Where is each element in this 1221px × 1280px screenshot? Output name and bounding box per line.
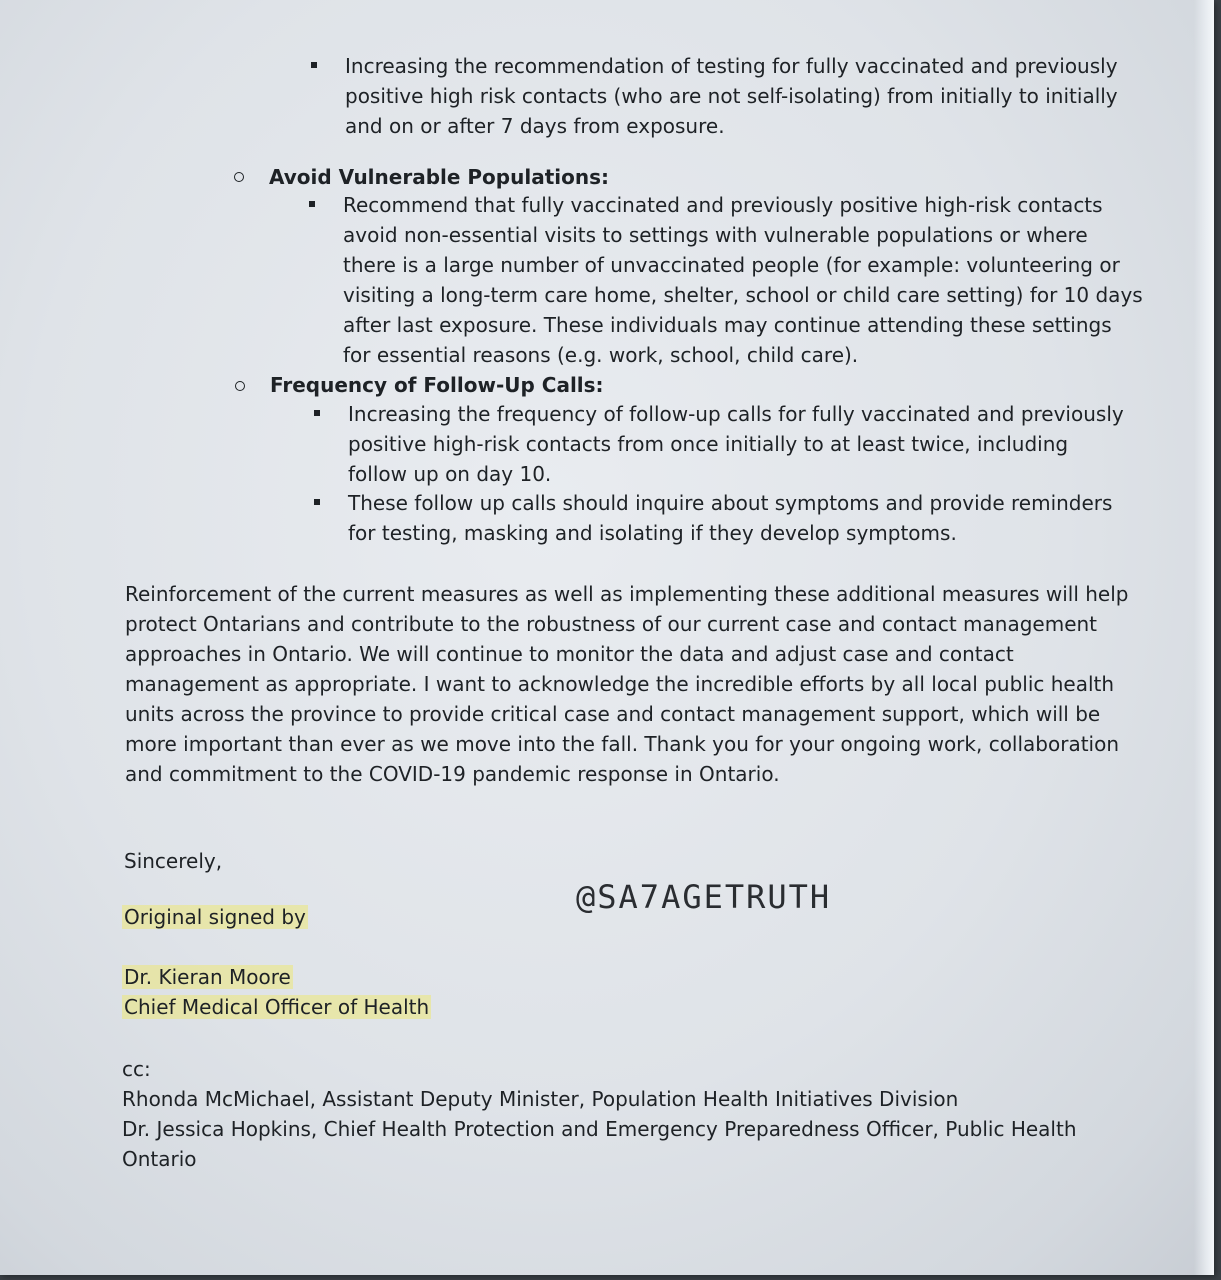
signer-title (122, 992, 431, 1022)
signed-note (122, 902, 308, 932)
cc-recipient: Ontario (122, 1147, 197, 1171)
follow-up-content-bullet (348, 488, 1112, 548)
square-bullet-icon (309, 201, 315, 207)
text-line: approaches in Ontario. We will continue to monitor the data and adjust case and contact (125, 642, 1014, 666)
avoid-visits-bullet (343, 190, 1143, 370)
text-line: Increasing the frequency of follow-up calls for fully vaccinated and previously (348, 402, 1124, 426)
cc-label: cc: (122, 1057, 151, 1081)
signer-name (122, 962, 431, 992)
square-bullet-icon (314, 499, 320, 505)
cc-recipient: Rhonda McMichael, Assistant Deputy Minister, Population Health Initiatives Division (122, 1087, 959, 1111)
square-bullet-icon (311, 62, 317, 68)
highlighted-text: Chief Medical Officer of Health (124, 995, 430, 1019)
text-line: positive high-risk contacts from once initially to at least twice, including (348, 432, 1069, 456)
text-line: for testing, masking and isolating if they develop symptoms. (348, 521, 957, 545)
circle-bullet-icon (234, 172, 244, 182)
watermark-handle: @SA7AGETRUTH (576, 878, 832, 916)
closing-paragraph (125, 579, 1128, 789)
text-line: units across the province to provide critical case and contact management support, which will be (125, 702, 1101, 726)
text-line: protect Ontarians and contribute to the robustness of our current case and contact management (125, 612, 1098, 636)
text-line: avoid non-essential visits to settings with vulnerable populations or where (343, 223, 1088, 247)
text-line: These follow up calls should inquire about symptoms and provide reminders (348, 491, 1113, 515)
circle-bullet-icon (235, 381, 245, 391)
text-line: Reinforcement of the current measures as well as implementing these additional measures will help (125, 582, 1129, 606)
text-line: after last exposure. These individuals may continue attending these settings (343, 313, 1112, 337)
text-line: there is a large number of unvaccinated people (for example: volunteering or (343, 253, 1120, 277)
text-line: follow up on day 10. (348, 462, 552, 486)
text-line: Increasing the recommendation of testing for fully vaccinated and previously (345, 54, 1118, 78)
highlighted-text: Original signed by (124, 905, 306, 929)
text-line: for essential reasons (e.g. work, school, child care). (343, 343, 859, 367)
text-line: more important than ever as we move into the fall. Thank you for your ongoing work, collaboration (125, 732, 1120, 756)
salutation: Sincerely, (124, 849, 223, 873)
highlighted-text: Dr. Kieran Moore (124, 965, 291, 989)
text-line: and on or after 7 days from exposure. (345, 114, 725, 138)
text-line: and commitment to the COVID-19 pandemic response in Ontario. (125, 762, 780, 786)
text-line: positive high risk contacts (who are not self-isolating) from initially to initially (345, 84, 1118, 108)
cc-list (122, 1084, 1077, 1174)
section-heading-follow-up-calls: Frequency of Follow-Up Calls: (270, 373, 604, 397)
cc-recipient: Dr. Jessica Hopkins, Chief Health Protection and Emergency Preparedness Officer, Public Health (122, 1117, 1077, 1141)
square-bullet-icon (314, 410, 320, 416)
signer-block (122, 962, 431, 1022)
text-line: management as appropriate. I want to acknowledge the incredible efforts by all local public health (125, 672, 1115, 696)
testing-recommendation-bullet (345, 51, 1118, 141)
text-line: visiting a long-term care home, shelter, school or child care setting) for 10 days (343, 283, 1143, 307)
text-line: Recommend that fully vaccinated and previously positive high-risk contacts (343, 193, 1103, 217)
follow-up-frequency-bullet (348, 399, 1124, 489)
section-heading-vulnerable-populations: Avoid Vulnerable Populations: (269, 165, 609, 189)
